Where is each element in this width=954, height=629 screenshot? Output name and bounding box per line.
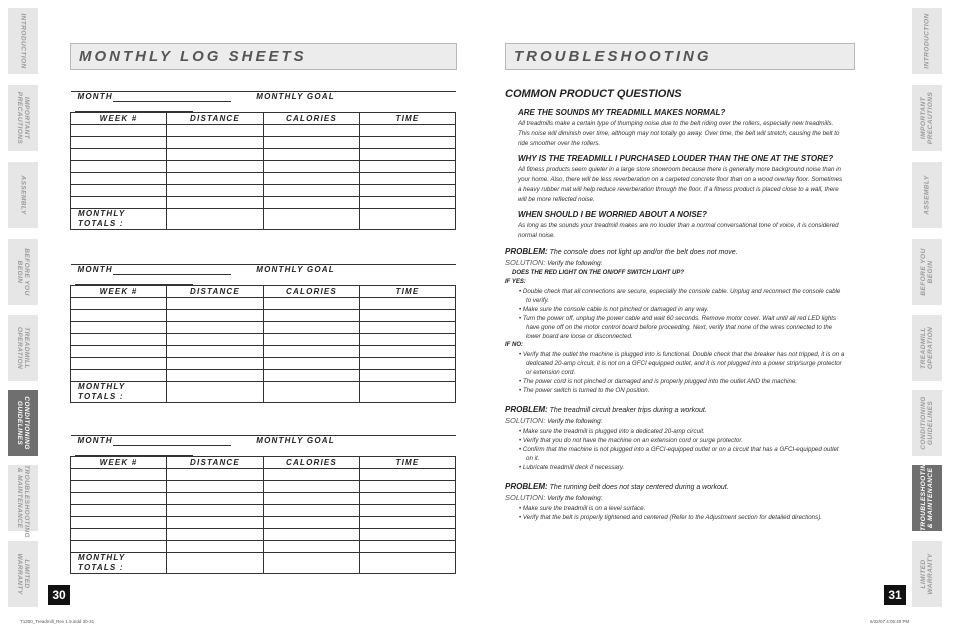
table-row[interactable] [71,529,456,541]
troubleshooting-content [505,88,845,522]
list-item: • The power cord is not pinched or damaged and is properly plugged into the outlet AND the machine. [519,378,798,385]
goal-field[interactable] [75,276,193,285]
tab-before-you-begin[interactable]: BEFORE YOU BEGIN [8,239,38,305]
faq-answer: As long as the sounds your treadmill makes are no louder than a normal conversational tone of voice, it is considered normal noise. [518,222,839,239]
faq-answer: All fitness products seem quieter in a large store showroom because there is generally more background noise than in your home. Also, there will be less reverberation on a carpeted concrete floor than on a wood overlay floor. Sometimes a heavy rubber mat will help reduce reverberation through the floor. If a fitness product is placed close to a wall, there will be more reflected noise. [518,166,843,203]
faq-item [505,154,845,205]
faq-item [505,210,845,241]
problem-text: The treadmill circuit breaker trips during a workout. [549,407,707,414]
list-item: • Double check that all connections are secure, especially the console cable. Unplug and reconnect the console cable to verify. [519,288,841,304]
faq-question: WHEN SHOULD I BE WORRIED ABOUT A NOISE? [518,210,707,219]
faq-answer: All treadmills make a certain type of thumping noise due to the belt riding over the rollers, especially new treadmills. This noise will diminish over time, although may not totally go away. Over time, the belt will stretch, causing the belt to ride smoother over the rollers. [518,120,840,147]
section-title: COMMON PRODUCT QUESTIONS [505,88,682,100]
table-row[interactable] [71,185,456,197]
table-row[interactable] [71,358,456,370]
list-item: • Make sure the treadmill is plugged into a dedicated 20-amp circuit. [519,428,705,435]
table-row[interactable] [71,197,456,209]
column-header-row: WEEK # DISTANCE CALORIES TIME [71,113,456,125]
tab-conditioning-guidelines[interactable]: CONDITIONING GUIDELINES [8,390,38,456]
table-row[interactable] [71,505,456,517]
list-item: • Turn the power off, unplug the power cable and wait 60 seconds. Remove motor cover. Wait until all red LED lights have gone off on the motor control board before proceeding. Next, verify that none of the wires connected to the lower board are loose or disconnected. [519,315,837,340]
footer-timestamp: 6/22/07 4:05:40 PM [870,619,910,624]
problem-text: The running belt does not stay centered during a workout. [549,484,729,491]
month-label: MONTH [77,436,113,445]
sub-question: DOES THE RED LIGHT ON THE ON/OFF SWITCH LIGHT UP? [512,270,684,276]
table-row[interactable] [71,298,456,310]
page-title: TROUBLESHOOTING [514,48,712,65]
tab-treadmill-operation[interactable]: TREADMILL OPERATION [8,315,38,381]
table-row[interactable] [71,173,456,185]
column-header-row: WEEK # DISTANCE CALORIES TIME [71,457,456,469]
tab-important-precautions[interactable]: IMPORTANT PRECAUTIONS [8,85,38,151]
problem-label: PROBLEM: [505,405,548,414]
totals-row[interactable]: MONTHLY TOTALS : [71,382,456,403]
table-row[interactable] [71,322,456,334]
verify-text: Verify the following: [547,260,603,267]
page-title: MONTHLY LOG SHEETS [79,48,307,65]
yes-list [519,287,845,341]
solution-label: SOLUTION: [505,258,546,267]
tab-assembly[interactable]: ASSEMBLY [8,162,38,228]
solution-label: SOLUTION: [505,493,546,502]
table-row[interactable] [71,370,456,382]
tab-before-you-begin[interactable]: BEFORE YOU BEGIN [912,239,942,305]
problem-block-3 [505,482,845,522]
tab-important-precautions[interactable]: IMPORTANT PRECAUTIONS [912,85,942,151]
faq-question: WHY IS THE TREADMILL I PURCHASED LOUDER THAN THE ONE AT THE STORE? [518,154,834,163]
problem-block-1 [505,247,845,395]
problem-text: The console does not light up and/or the belt does not move. [549,249,738,256]
table-row[interactable] [71,161,456,173]
goal-label: MONTHLY GOAL [256,436,335,445]
column-header-row: WEEK # DISTANCE CALORIES TIME [71,286,456,298]
table-row[interactable] [71,310,456,322]
month-field[interactable] [113,266,231,275]
faq-question: ARE THE SOUNDS MY TREADMILL MAKES NORMAL? [518,108,726,117]
table-row[interactable] [71,346,456,358]
month-field[interactable] [113,93,231,102]
log-table-1 [70,91,456,230]
faq-item [505,108,845,149]
table-row[interactable] [71,493,456,505]
goal-label: MONTHLY GOAL [256,265,335,274]
page-number-left: 30 [48,585,70,605]
problem-label: PROBLEM: [505,482,548,491]
list-item: • The power switch is turned to the ON position. [519,387,650,394]
problem-label: PROBLEM: [505,247,548,256]
page-number-right: 31 [884,585,906,605]
problem-block-2 [505,405,845,472]
month-label: MONTH [77,92,113,101]
tab-assembly[interactable]: ASSEMBLY [912,162,942,228]
table-row[interactable] [71,125,456,137]
if-no-label: IF NO: [505,342,523,348]
no-list [519,350,845,395]
list-item: • Verify that the belt is properly tightened and centered (Refer to the Adjustment section for detailed directions). [519,514,822,521]
list-item: • Verify that the outlet the machine is plugged into is functional. Double check that the breaker has not tripped, it is on a dedicated 20-amp circuit, it is not on a GFCI equipped outlet, and it is not plugged into a power strip/surge protector or extension cord. [519,351,845,376]
list-item: • Make sure the treadmill is on a level surface. [519,505,646,512]
verify-text: Verify the following: [547,495,603,502]
solution-list [519,504,845,522]
tab-introduction[interactable]: INTRODUCTION [912,8,942,74]
list-item: • Lubricate treadmill deck if necessary. [519,464,625,471]
if-yes-label: IF YES: [505,279,526,285]
list-item: • Make sure the console cable is not pinched or damaged in any way. [519,306,709,313]
verify-text: Verify the following: [547,418,603,425]
totals-row[interactable]: MONTHLY TOTALS : [71,553,456,574]
table-row[interactable] [71,481,456,493]
footer-file: T1300_Treadmill_Rev 1.9.indd 30-31 [20,619,95,624]
month-label: MONTH [77,265,113,274]
table-row[interactable] [71,149,456,161]
table-row[interactable] [71,469,456,481]
log-table-3 [70,435,456,574]
tab-introduction[interactable]: INTRODUCTION [8,8,38,74]
table-row[interactable] [71,541,456,553]
troubleshooting-banner [505,43,855,70]
tab-treadmill-operation[interactable]: TREADMILL OPERATION [912,315,942,381]
tab-conditioning-guidelines[interactable]: CONDITIONING GUIDELINES [912,390,942,456]
goal-field[interactable] [75,447,193,456]
tab-troubleshooting-maintenance[interactable]: TROUBLESHOOTING & MAINTENANCE [912,465,942,531]
goal-field[interactable] [75,103,193,112]
totals-row[interactable]: MONTHLY TOTALS : [71,209,456,230]
log-sheets-banner [70,43,457,70]
tab-limited-warranty[interactable]: LIMITED WARRANTY [912,541,942,607]
goal-label: MONTHLY GOAL [256,92,335,101]
solution-label: SOLUTION: [505,416,546,425]
solution-list [519,427,845,472]
month-field[interactable] [113,437,231,446]
tab-troubleshooting-maintenance[interactable]: TROUBLESHOOTING & MAINTENANCE [8,465,38,531]
log-table-2 [70,264,456,403]
list-item: • Verify that you do not have the machine on an extension cord or surge protector. [519,437,743,444]
tab-limited-warranty[interactable]: LIMITED WARRANTY [8,541,38,607]
table-row[interactable] [71,334,456,346]
table-row[interactable] [71,517,456,529]
list-item: • Confirm that the machine is not plugged into a GFCI-equipped outlet or on a circuit that has a GFCI-equipped outlet on it. [519,446,839,462]
table-row[interactable] [71,137,456,149]
